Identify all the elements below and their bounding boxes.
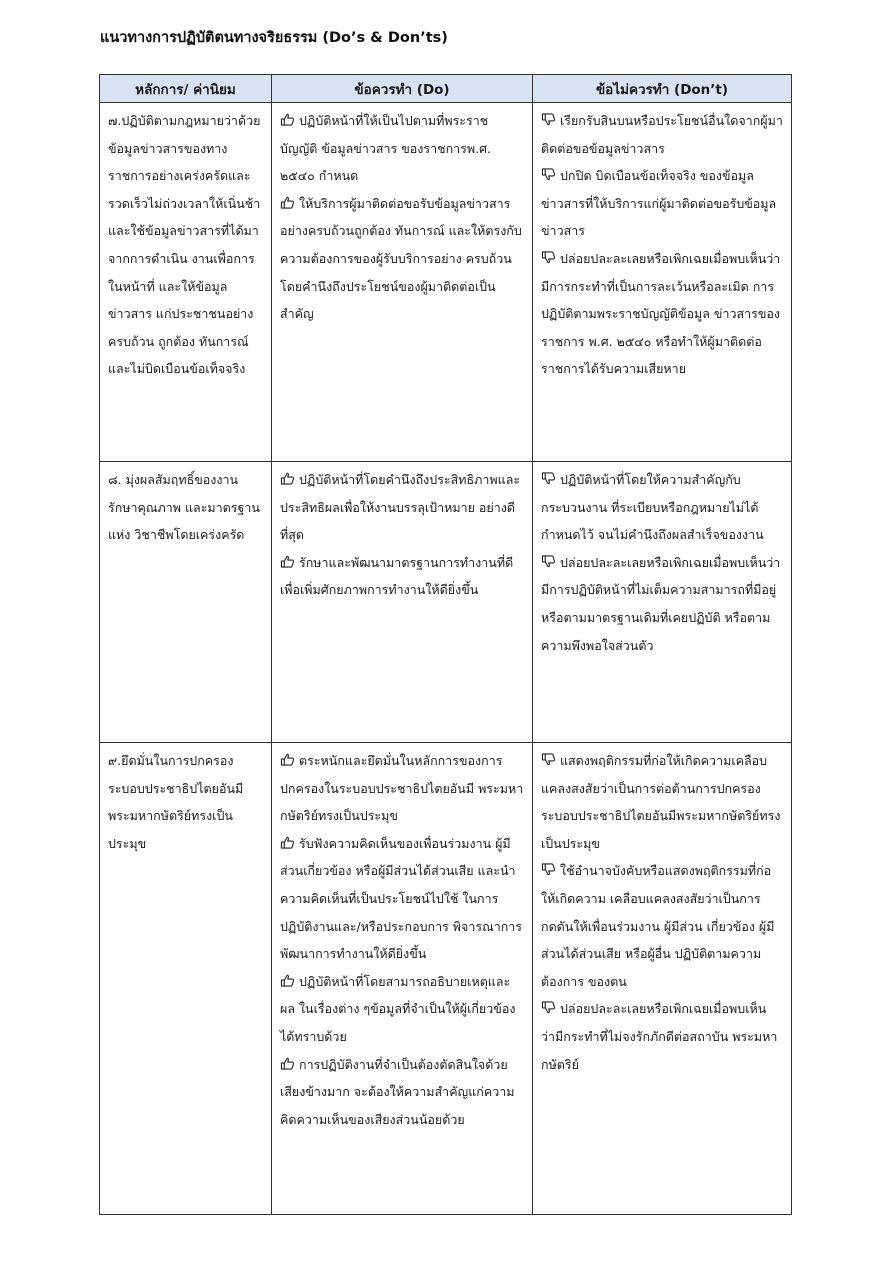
do-item: ตระหนักและยึดมั่นในหลักการของการปกครองในระบอบประชาธิปไตยอันมี พระมหากษัตริย์ทรงเป็นประมุข [280,753,524,824]
dont-item: ปล่อยปละละเลยหรือเพิกเฉยเมื่อพบเห็นว่ามีการปฏิบัติหน้าที่ไม่เต็มความสามารถที่มีอยู่ หรือตามมาตรฐานเดิมที่เคยปฏิบัติ หรือตามความพึงพอใจส่วนตัว [541,554,781,653]
dont-item: แสดงพฤติกรรมที่ก่อให้เกิดความเคลือบแคลงสงสัยว่าเป็นการต่อต้านการปกครองระบอบประชาธิปไตยอันมีพระมหากษัตริย์ทรงเป็นประมุข [541,753,781,851]
dont-cell [533,462,792,743]
do-item: ให้บริการผู้มาติดต่อขอรับข้อมูลข่าวสาร อย่างครบถ้วนถูกต้อง ทันการณ์ และให้ตรงกับความต้องการของผู้รับบริการอย่าง ครบถ้วน โดยคำนึงถึงประโยชน์ของผู้มาติดต่อเป็นสำคัญ [280,195,522,322]
principle-text: ๗.ปฏิบัติตามกฎหมายว่าด้วยข้อมูลข่าวสารของทางราชการอย่างเคร่งครัดและรวดเร็วไม่ถ่วงเวลาให้เนิ่นช้า และใช้ข้อมูลข่าวสารที่ได้มาจากการดำเนิน งานเพื่อการในหน้าที่ และให้ข้อมูลข่าวสาร แก่ประชาชนอย่างครบถ้วน ถูกต้อง ทันการณ์และไม่บิดเบือนข้อเท็จจริง [108,113,261,377]
principle-cell [100,462,272,743]
dont-item: ปล่อยปละละเลยหรือเพิกเฉยเมื่อพบเห็นว่ามีการกระทำที่เป็นการละเว้นหรือละเมิด การปฏิบัติตามพระราชบัญญัติข้อมูล ข่าวสารของราชการ พ.ศ. ๒๕๔๐ หรือทำให้ผู้มาติดต่อราชการได้รับความเสียหาย [541,250,781,377]
do-item: ปฏิบัติหน้าที่ให้เป็นไปตามที่พระราชบัญญัติ ข้อมูลข่าวสาร ของราชการพ.ศ. ๒๕๔๐ กำหนด [280,113,491,184]
table-row [100,462,792,743]
table-row [100,103,792,462]
thumbs-down-icon [541,472,556,485]
thumbs-down-icon [541,753,556,766]
do-cell [272,103,533,462]
header-dont: ข้อไม่ควรทำ (Don’t) [533,75,792,103]
table-row [100,743,792,1215]
principle-text: ๘. มุ่งผลสัมฤทธิ์ของงาน รักษาคุณภาพ และมาตรฐานแห่ง วิชาชีพโดยเคร่งครัด [108,472,260,543]
do-item: การปฏิบัติงานที่จำเป็นต้องตัดสินใจด้วย เสียงข้างมาก จะต้องให้ความสำคัญแก่ความคิดความเห็นของเสียงส่วนน้อยด้วย [280,1056,515,1127]
thumbs-up-icon [280,196,295,209]
thumbs-up-icon [280,1057,295,1070]
thumbs-up-icon [280,753,295,766]
principle-cell [100,103,272,462]
thumbs-down-icon [541,251,556,264]
do-item: รักษาและพัฒนามาตรฐานการทำงานที่ดี เพื่อเพิ่มศักยภาพการทำงานให้ดียิ่งขึ้น [280,554,514,598]
ethics-table [99,74,792,1215]
do-item: ปฏิบัติหน้าที่โดยคำนึงถึงประสิทธิภาพและประสิทธิผลเพื่อให้งานบรรลุเป้าหมาย อย่างดีที่สุด [280,472,521,543]
header-do: ข้อควรทำ (Do) [272,75,533,103]
thumbs-down-icon [541,863,556,876]
thumbs-up-icon [280,974,295,987]
header-principle: หลักการ/ ค่านิยม [100,75,272,103]
dont-item: เรียกรับสินบนหรือประโยชน์อื่นใดจากผู้มาติดต่อขอข้อมูลข่าวสาร [541,113,783,156]
dont-cell [533,743,792,1215]
principle-cell [100,743,272,1215]
dont-cell [533,103,792,462]
thumbs-down-icon [541,113,556,126]
thumbs-up-icon [280,836,295,849]
dont-item: ใช้อำนาจบังคับหรือแสดงพฤติกรรมที่ก่อให้เกิดความ เคลือบแคลงสงสัยว่าเป็นการกดดันให้เพื่อนร่วมงาน ผู้มีส่วน เกี่ยวข้อง ผู้มีส่วนได้ส่วนเสีย หรือผู้อื่น ปฏิบัติตามความต้องการ ของตน [541,863,775,989]
do-cell [272,462,533,743]
do-cell [272,743,533,1215]
dont-item: ปล่อยปละละเลยหรือเพิกเฉยเมื่อพบเห็น ว่ามีกระทำที่ไม่จงรักภักดีต่อสถาบัน พระมหากษัตริย์ [541,1001,778,1072]
dont-item: ปฏิบัติหน้าที่โดยให้ความสำคัญกับกระบวนงาน ที่ระเบียบหรือกฎหมายไม่ได้ กำหนดไว้ จนไม่คำนึงถึงผลสำเร็จของงาน [541,472,764,543]
table-header-row [100,75,792,103]
thumbs-up-icon [280,555,295,568]
thumbs-down-icon [541,1001,556,1014]
thumbs-up-icon [280,472,295,485]
do-item: ปฏิบัติหน้าที่โดยสามารถอธิบายเหตุและผล ในเรื่องต่าง ๆข้อมูลที่จำเป็นให้ผู้เกี่ยวข้อง ได้ทราบด้วย [280,973,516,1044]
thumbs-down-icon [541,168,556,181]
thumbs-up-icon [280,113,295,126]
thumbs-down-icon [541,555,556,568]
do-item: รับฟังความคิดเห็นของเพื่อนร่วมงาน ผู้มีส่วนเกี่ยวข้อง หรือผู้มีส่วนได้ส่วนเสีย และนำความคิดเห็นที่เป็นประโยชน์ไปใช้ ในการปฏิบัติงานและ/หรือประกอบการ พิจารณาการพัฒนาการทำงานให้ดียิ่งขึ้น [280,835,523,962]
principle-text: ๙.ยึดมั่นในการปกครองระบอบประชาธิปไตยอันมี พระมหากษัตริย์ทรงเป็นประมุข [108,753,244,851]
page-title: แนวทางการปฏิบัติตนทางจริยธรรม (Do’s & Don’ts) [100,30,448,46]
dont-item: ปกปิด บิดเบือนข้อเท็จจริง ของข้อมูลข่าวสารที่ให้บริการแก่ผู้มาติดต่อขอรับข้อมูลข่าวสาร [541,168,777,239]
